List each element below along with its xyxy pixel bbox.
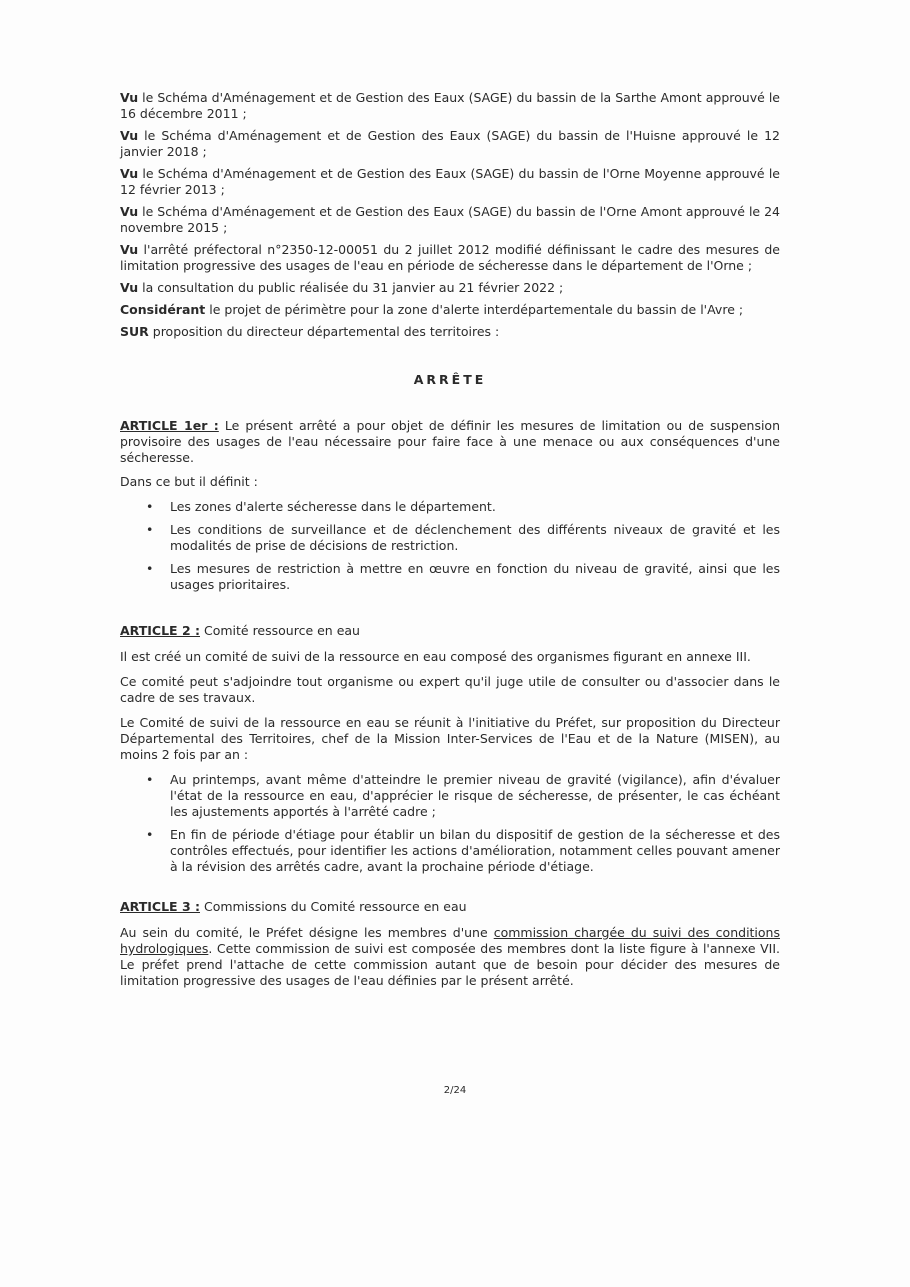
bullet-icon: • [146,772,154,787]
vu-text: le Schéma d'Aménagement et de Gestion des Eaux (SAGE) du bassin de l'Orne Moyenne approuvé le 12 février 2013 ; [120,166,780,197]
article-2-heading [120,623,780,639]
considerant-item [120,302,780,318]
sur-item [120,324,780,340]
article-3-label: ARTICLE 3 : [120,899,200,914]
vu-item [120,204,780,236]
vu-item [120,90,780,122]
vu-text: la consultation du public réalisée du 31 janvier au 21 février 2022 ; [138,280,564,295]
vu-item [120,242,780,274]
vu-text: l'arrêté préfectoral n°2350-12-00051 du 2 juillet 2012 modifié définissant le cadre des mesures de limitation progressive des usages de l'eau en période de sécheresse dans le département de l'Orne ; [120,242,780,273]
article-3-title: Commissions du Comité ressource en eau [200,899,467,914]
article-1-list [120,499,780,593]
list-item [120,499,780,515]
vu-lead: Vu [120,90,139,105]
vu-lead: Vu [120,166,139,181]
article-3-paragraph [120,925,780,989]
vu-lead: Vu [120,128,139,143]
vu-text: le Schéma d'Aménagement et de Gestion des Eaux (SAGE) du bassin de la Sarthe Amont approuvé le 16 décembre 2011 ; [120,90,780,121]
decree-title: ARRÊTE [413,372,487,387]
list-item-text: Les mesures de restriction à mettre en œuvre en fonction du niveau de gravité, ainsi que les usages prioritaires. [170,561,780,592]
list-item-text: En fin de période d'étiage pour établir un bilan du dispositif de gestion de la sécheresse et des contrôles effectués, pour identifier les actions d'amélioration, notamment celles pouvant amener à la révision des arrêtés cadre, avant la prochaine période d'étiage. [170,827,780,874]
article-3-heading [120,899,780,915]
article-3-text-start: Au sein du comité, le Préfet désigne les membres d'une [120,925,494,940]
bullet-icon: • [146,561,154,576]
document-body [120,90,780,998]
vu-item [120,128,780,160]
page-number: 2/24 [443,1085,467,1096]
article-2-label: ARTICLE 2 : [120,623,200,638]
article-2-list [120,772,780,875]
article-2-paragraph: Il est créé un comité de suivi de la ressource en eau composé des organismes figurant en annexe III. [120,649,751,664]
list-item [120,561,780,593]
bullet-icon: • [146,827,154,842]
list-item [120,772,780,820]
vu-text: le Schéma d'Aménagement et de Gestion des Eaux (SAGE) du bassin de l'Huisne approuvé le 12 janvier 2018 ; [120,128,780,159]
article-1-label: ARTICLE 1er : [120,418,219,433]
article-1-intro: Dans ce but il définit : [120,474,258,489]
list-item-text: Les zones d'alerte sécheresse dans le département. [170,499,496,514]
vu-item [120,280,780,296]
vu-text: le projet de périmètre pour la zone d'alerte interdépartementale du bassin de l'Avre ; [205,302,744,317]
list-item-text: Les conditions de surveillance et de déclenchement des différents niveaux de gravité et les modalités de prise de décisions de restriction. [170,522,780,553]
vu-lead: SUR [120,324,149,339]
bullet-icon: • [146,522,154,537]
article-2-title: Comité ressource en eau [200,623,360,638]
article-3-text-end: . Cette commission de suivi est composée des membres dont la liste figure à l'annexe VII. Le préfet prend l'attache de cette commission autant que de besoin pour décider des mesures de limitation progressive des usages de l'eau définies par le présent arrêté. [120,941,780,988]
article-2-paragraph: Le Comité de suivi de la ressource en eau se réunit à l'initiative du Préfet, sur proposition du Directeur Départemental des Territoires, chef de la Mission Inter-Services de l'Eau et de la Nature (MISEN), au moins 2 fois par an : [120,715,780,762]
vu-item [120,166,780,198]
vu-lead: Vu [120,204,139,219]
list-item [120,827,780,875]
vu-text: proposition du directeur départemental des territoires : [148,324,500,339]
list-item [120,522,780,554]
article-3-underlined-text: commission chargée du suivi des conditions hydrologiques [120,925,780,956]
vu-text: le Schéma d'Aménagement et de Gestion des Eaux (SAGE) du bassin de l'Orne Amont approuvé le 24 novembre 2015 ; [120,204,780,235]
article-1 [120,418,780,466]
list-item-text: Au printemps, avant même d'atteindre le premier niveau de gravité (vigilance), afin d'évaluer l'état de la ressource en eau, d'apprécier le risque de sécheresse, de présenter, le cas échéant les ajustements apportés à l'arrêté cadre ; [170,772,780,819]
article-2-paragraph: Ce comité peut s'adjoindre tout organisme ou expert qu'il juge utile de consulter ou d'associer dans le cadre de ses travaux. [120,674,780,705]
bullet-icon: • [146,499,154,514]
vu-lead: Vu [120,242,139,257]
vu-lead: Considérant [120,302,206,317]
article-1-text: Le présent arrêté a pour objet de définir les mesures de limitation ou de suspension provisoire des usages de l'eau nécessaire pour faire face à une menace ou aux conséquences d'une sécheresse. [120,418,780,465]
vu-lead: Vu [120,280,139,295]
